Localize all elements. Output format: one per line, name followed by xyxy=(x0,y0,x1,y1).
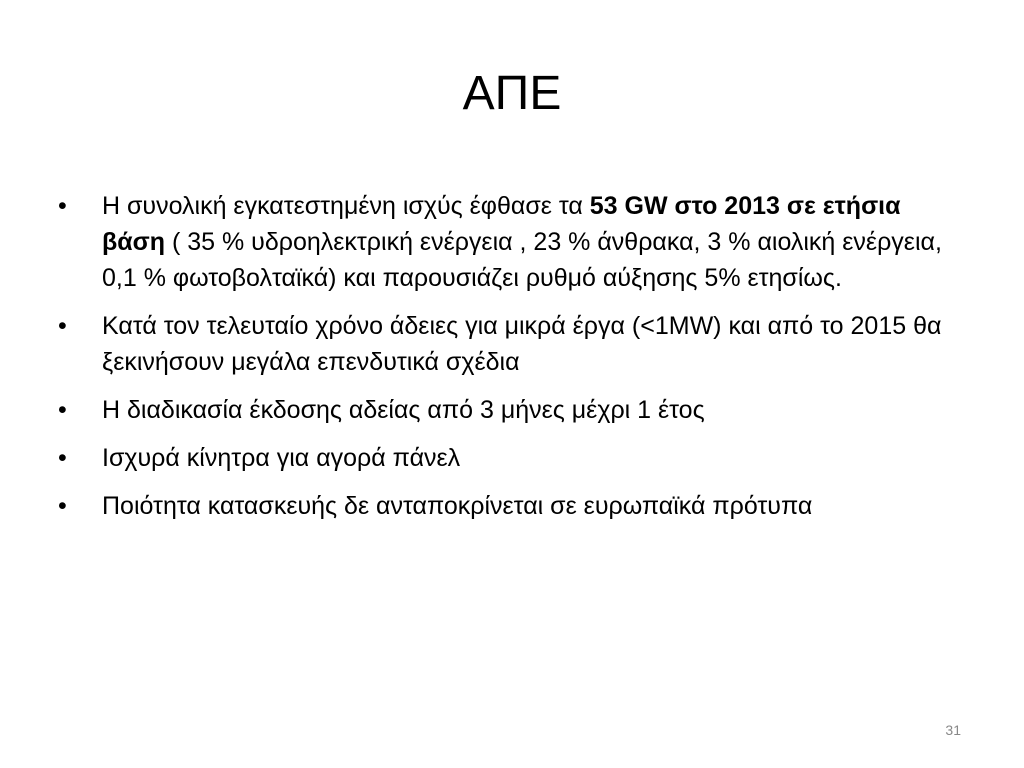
bullet-item-1 xyxy=(58,188,958,296)
slide-title: ΑΠΕ xyxy=(462,67,562,120)
bullet-icon: • xyxy=(58,312,67,340)
bullet-icon: • xyxy=(58,492,67,520)
bullet-text-rest: ( 35 % υδροηλεκτρική ενέργεια , 23 % άνθρακα, 3 % αιολική ενέργεια, 0,1 % φωτοβολταϊκά) και παρουσιάζει ρυθμό αύξησης 5% ετησίως. xyxy=(102,228,942,292)
bullet-text: Ισχυρά κίνητρα για αγορά πάνελ xyxy=(102,444,461,472)
bullet-text: Η διαδικασία έκδοσης αδείας από 3 μήνες μέχρι 1 έτος xyxy=(102,396,705,424)
bullet-text: Ποιότητα κατασκευής δε ανταποκρίνεται σε ευρωπαϊκά πρότυπα xyxy=(102,492,813,520)
bullet-icon: • xyxy=(58,396,67,424)
bullet-item-2 xyxy=(58,308,958,380)
bullet-text: Κατά τον τελευταίο χρόνο άδειες για μικρά έργα (<1MW) και από το 2015 θα ξεκινήσουν μεγάλα επενδυτικά σχέδια xyxy=(102,312,942,376)
bullet-text-bold: 53 GW στο 2013 σε ετήσια βάση xyxy=(102,192,901,256)
bullet-item-3 xyxy=(58,392,958,428)
bullet-icon: • xyxy=(58,192,67,220)
bullet-list xyxy=(58,188,958,536)
page-number: 31 xyxy=(945,722,961,738)
bullet-item-5 xyxy=(58,488,958,524)
bullet-text-intro: Η συνολική εγκατεστημένη ισχύς έφθασε τα xyxy=(102,192,590,220)
bullet-item-4 xyxy=(58,440,958,476)
bullet-icon: • xyxy=(58,444,67,472)
